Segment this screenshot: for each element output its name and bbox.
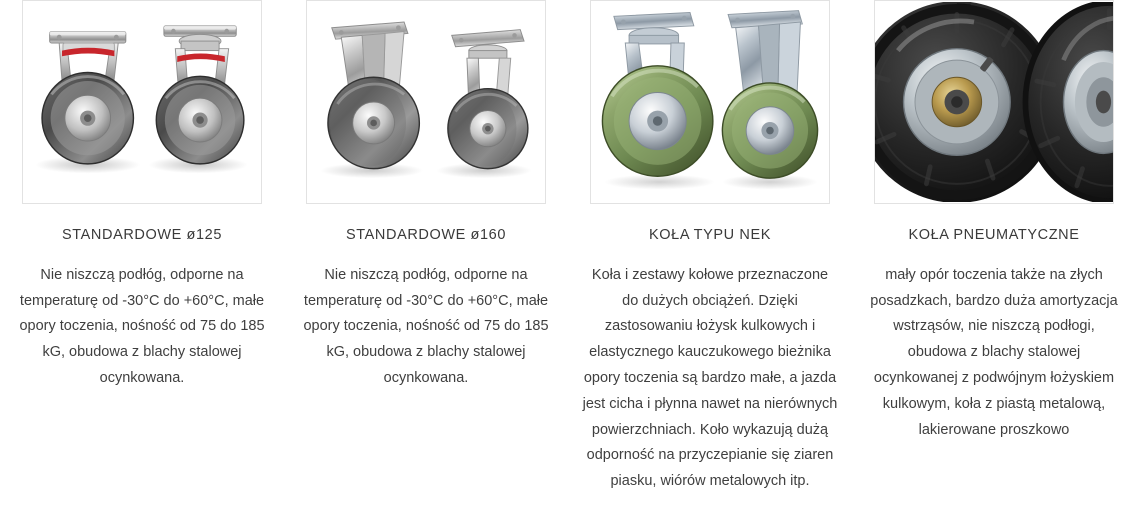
product-card-standardowe-160[interactable] <box>284 0 568 392</box>
product-title: KOŁA PNEUMATYCZNE <box>908 227 1080 243</box>
standard-castor-wheels-125-photo <box>23 2 261 202</box>
product-image-frame[interactable] <box>22 0 262 204</box>
product-description: Nie niszczą podłóg, odporne na temperaturę od -30°C do +60°C, małe opory toczenia, nośność od 75 do 185 kG, obudowa z blachy stalowej ocynkowana. <box>19 266 265 387</box>
product-description: Nie niszczą podłóg, odporne na temperaturę od -30°C do +60°C, małe opory toczenia, nośność od 75 do 185 kG, obudowa z blachy stalowej ocynkowana. <box>303 266 549 387</box>
product-description: Koła i zestawy kołowe przeznaczone do dużych obciążeń. Dzięki zastosowaniu łożysk kulkowych i elastycznego kauczukowego bieżnika opory toczenia są bardzo małe, a jazda jest cicha i płynna nawet na nierównych powierzchniach. Koło wykazują dużą odporność na przyczepianie się ziaren piasku, wiórów metalowych itp. <box>582 266 838 490</box>
product-title: STANDARDOWE ø125 <box>62 227 222 243</box>
nek-type-wheels-photo <box>591 2 829 202</box>
product-card-kola-pneumatyczne[interactable] <box>852 0 1136 443</box>
product-title: KOŁA TYPU NEK <box>649 227 771 243</box>
product-card-kola-typu-nek[interactable] <box>568 0 852 495</box>
product-card-standardowe-125[interactable] <box>0 0 284 392</box>
product-title: STANDARDOWE ø160 <box>346 227 506 243</box>
product-description: mały opór toczenia także na złych posadzkach, bardzo duża amortyzacja wstrząsów, nie niszczą podłogi, obudowa z blachy stalowej ocynkowanej z podwójnym łożyskiem kulkowym, koła z piastą metalową, lakierowane proszkowo <box>870 266 1118 438</box>
pneumatic-wheels-photo <box>875 2 1113 202</box>
standard-castor-wheels-160-photo <box>307 2 545 202</box>
product-image-frame[interactable] <box>590 0 830 204</box>
product-image-frame[interactable] <box>874 0 1114 204</box>
product-image-frame[interactable] <box>306 0 546 204</box>
